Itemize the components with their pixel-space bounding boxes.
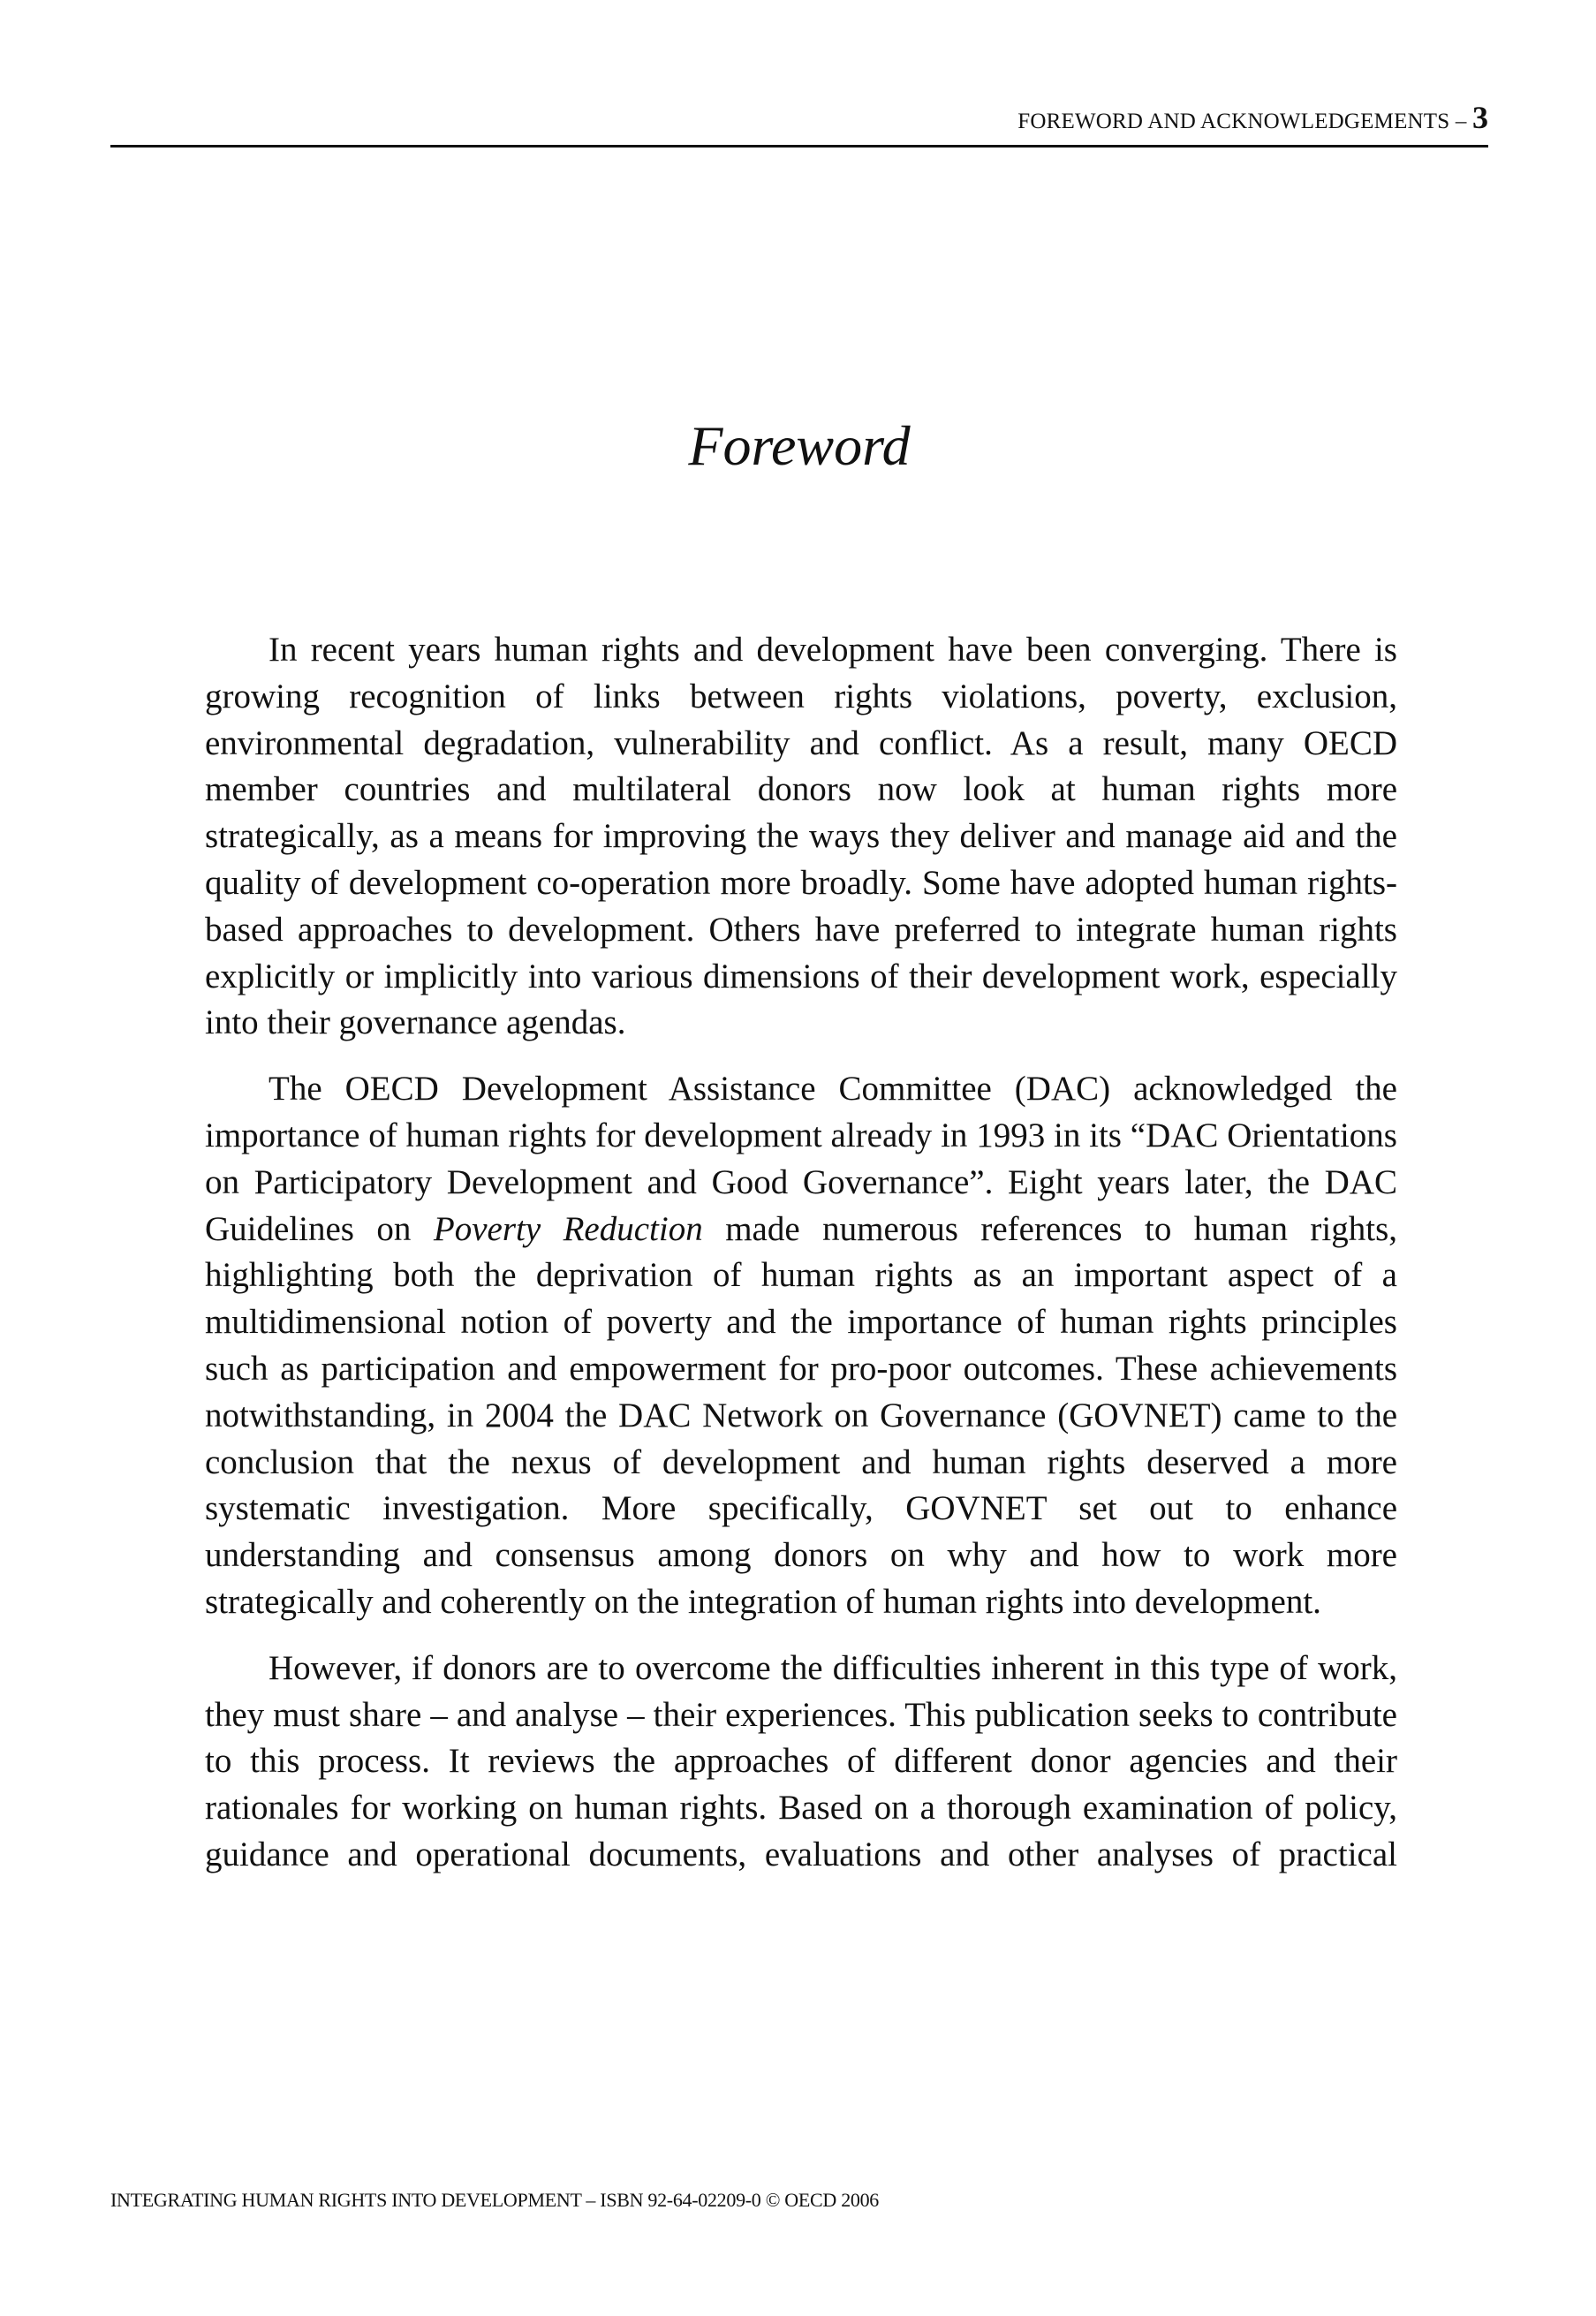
paragraph [205, 1066, 1397, 1626]
running-header [110, 99, 1488, 148]
running-header-separator: – [1449, 110, 1472, 133]
body-text [205, 627, 1397, 1898]
publication-title: Poverty Reduction [433, 1209, 703, 1248]
paragraph-text: However, if donors are to overcome the difficulties inherent in this type of work, they must share – and analyse – their experiences. This publication seeks to contribute to this process. It reviews the approaches of different donor agencies and their rationales for working on human rights. Based on a thorough examination of policy, guidance and operational documents, evaluations and other analyses of practical [205, 1648, 1397, 1873]
running-header-section: FOREWORD AND ACKNOWLEDGEMENTS [1017, 110, 1450, 133]
paragraph-text: In recent years human rights and development have been converging. There is growing recognition of links between rights violations, poverty, exclusion, environmental degradation, vulnerability and conflict. As a result, many OECD member countries and multilateral donors now look at human rights more strategically, as a means for improving the ways they deliver and manage aid and the quality of development co-operation more broadly. Some have adopted human rights-based approaches to development. Others have preferred to integrate human rights explicitly or implicitly into various dimensions of their development work, especially into their governance agendas. [205, 631, 1397, 1042]
running-footer: INTEGRATING HUMAN RIGHTS INTO DEVELOPMENT – ISBN 92-64-02209-0 © OECD 2006 [110, 2189, 879, 2211]
paragraph-text: The OECD Development Assistance Committee (DAC) acknowledged the importance of human rights for development already in 1993 in its “DAC Orientations on Participatory Development and Good Governance”. Eight years later, the DAC Guidelines on [205, 1070, 1397, 1248]
paragraph-text: made numerous references to human rights, highlighting both the deprivation of human rights as an important aspect of a multidimensional notion of poverty and the importance of human rights principles such as participation and empowerment for pro-poor outcomes. These achievements notwithstanding, in 2004 the DAC Network on Governance (GOVNET) came to the conclusion that the nexus of development and human rights deserved a more systematic investigation. More specifically, GOVNET set out to enhance understanding and consensus among donors on why and how to work more strategically and coherently on the integration of human rights into development. [205, 1209, 1397, 1621]
page-number: 3 [1472, 100, 1488, 135]
paragraph [205, 627, 1397, 1047]
page-title: Foreword [688, 414, 911, 477]
paragraph [205, 1646, 1397, 1879]
